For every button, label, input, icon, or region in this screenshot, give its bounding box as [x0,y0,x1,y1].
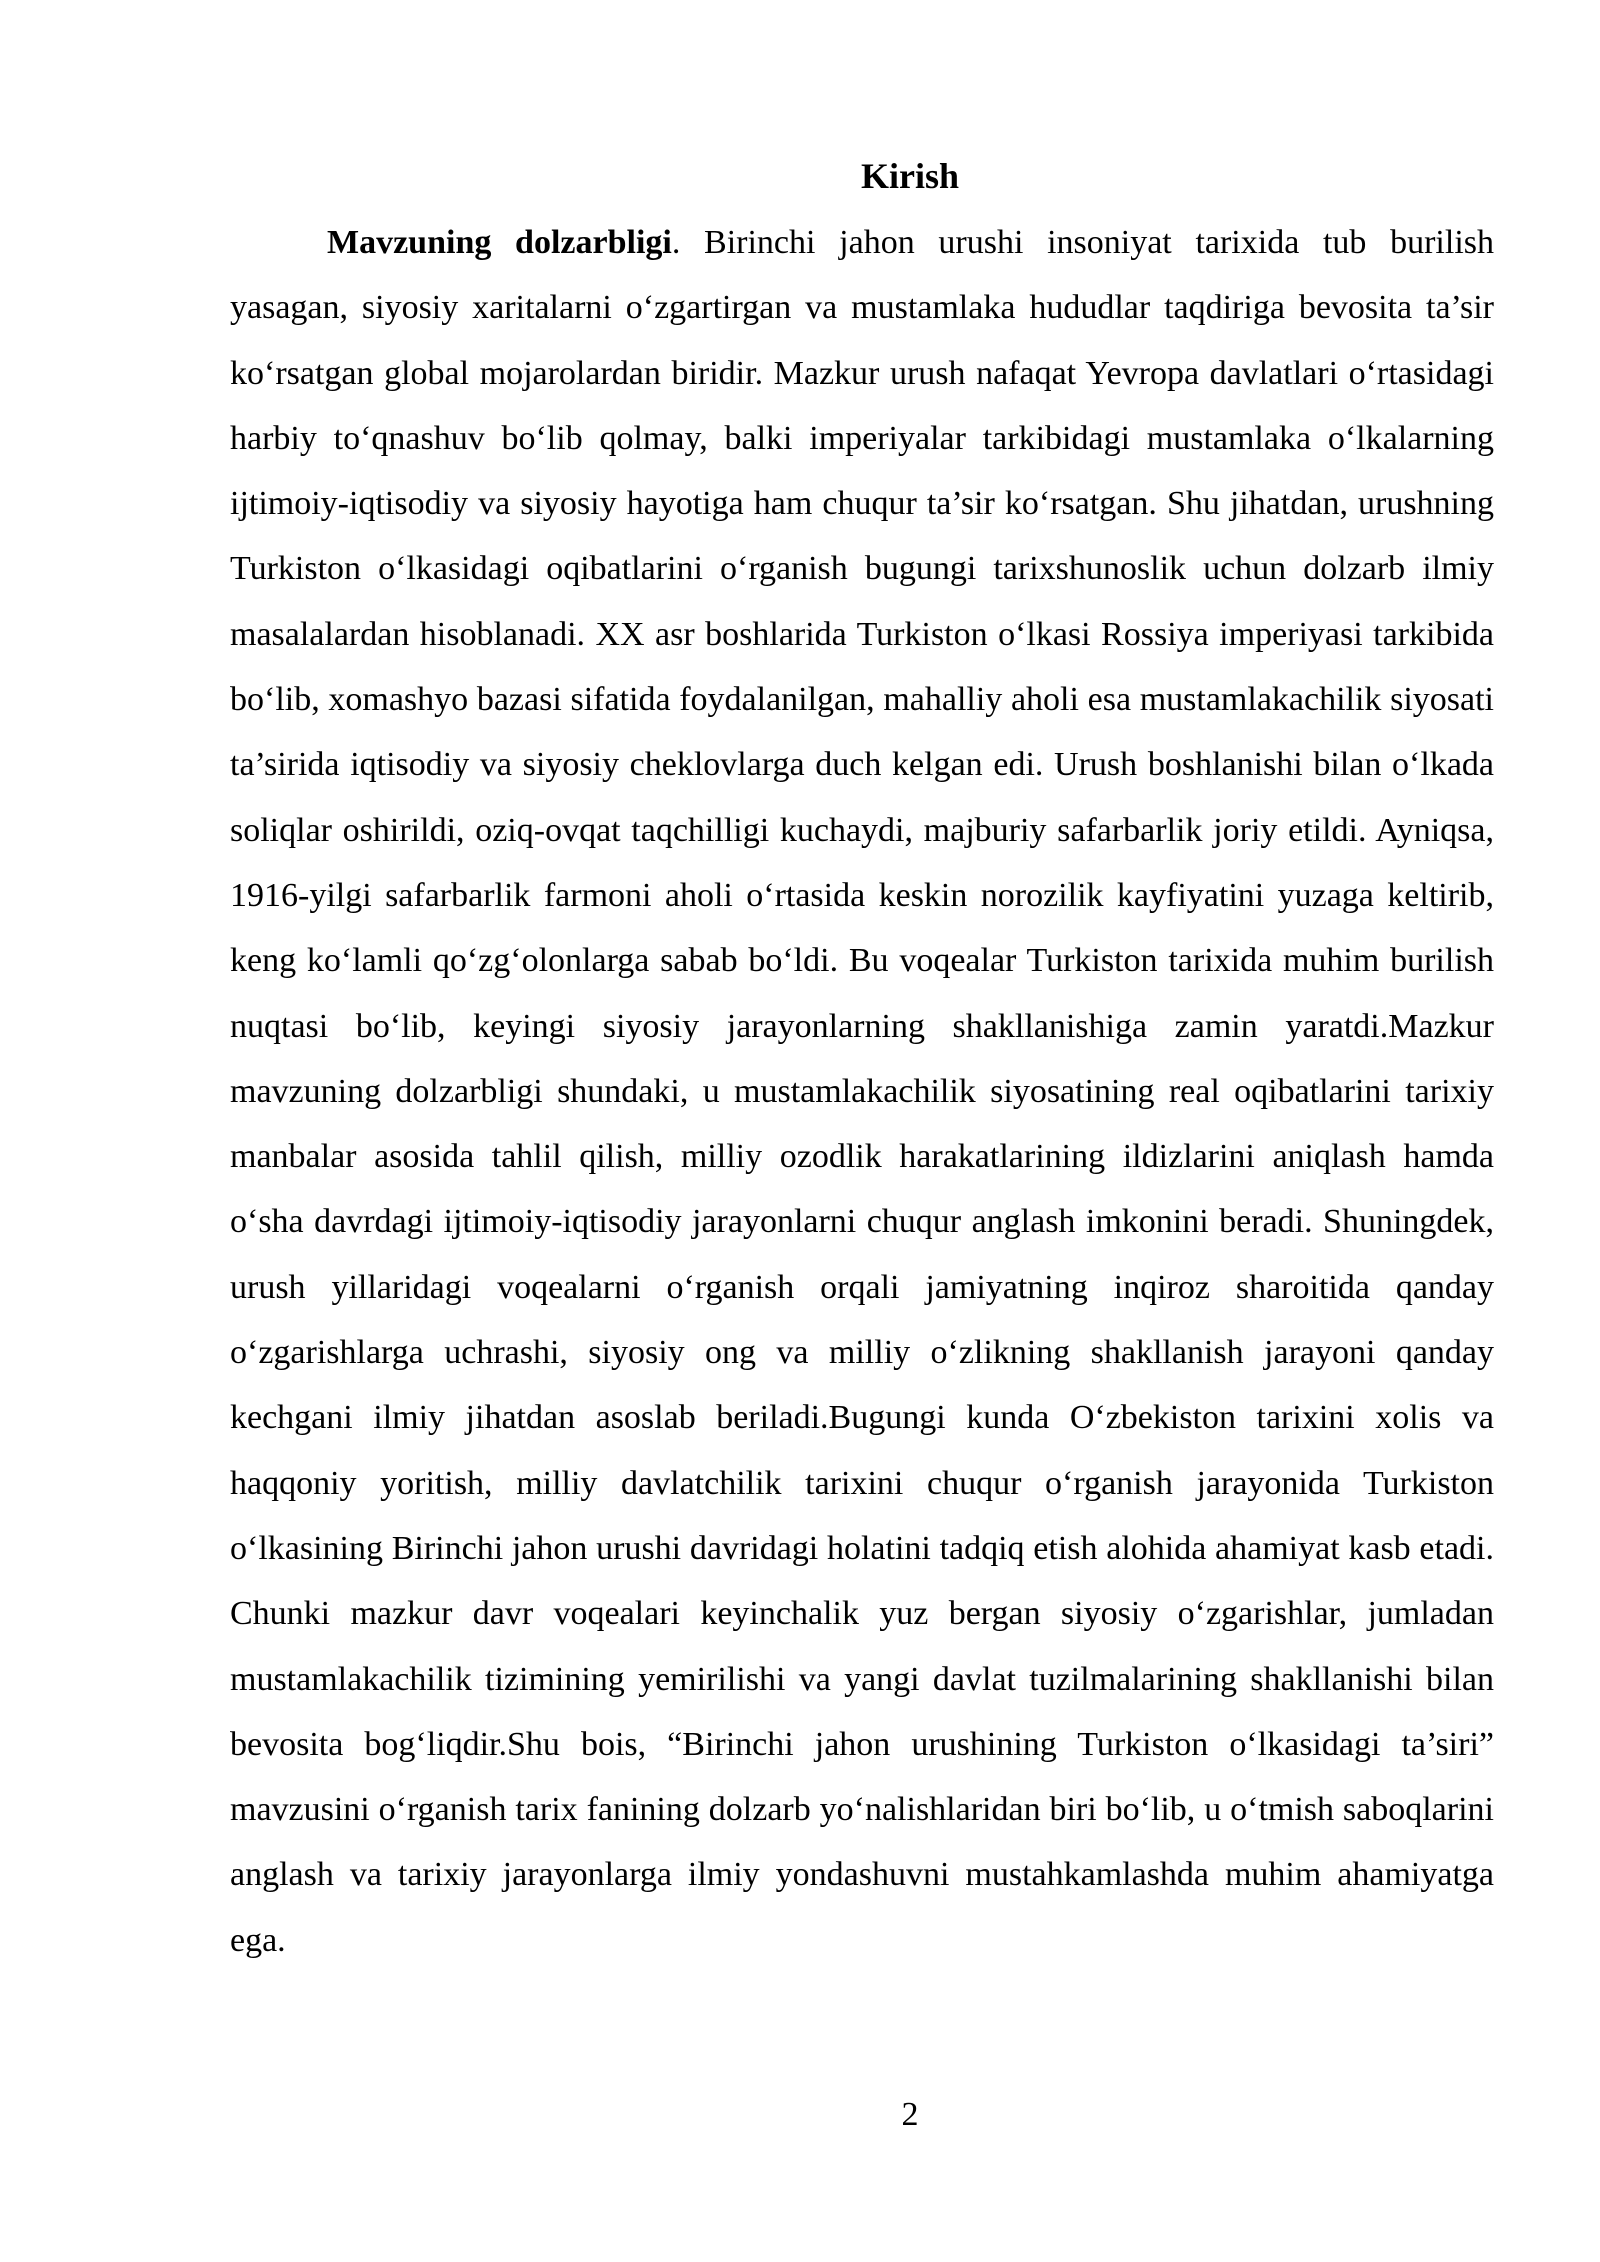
paragraph-lead: Mavzuning dolzarbligi [327,224,672,261]
page-number: 2 [901,2096,919,2133]
body-paragraph [230,210,1494,1973]
paragraph-text: . Birinchi jahon urushi insoniyat tarixida tub burilish yasagan, siyosiy xaritalarni o‘zgartirgan va mustamlaka hududlar taqdiriga bevosita ta’sir ko‘rsatgan global mojarolardan biridir. Mazkur urush nafaqat Yevropa davlatlari o‘rtasidagi harbiy to‘qnashuv bo‘lib qolmay, balki imperiyalar tarkibidagi mustamlaka o‘lkalarning ijtimoiy-iqtisodiy va siyosiy hayotiga ham chuqur ta’sir ko‘rsatgan. Shu jihatdan, urushning Turkiston o‘lkasidagi oqibatlarini o‘rganish bugungi tarixshunoslik uchun dolzarb ilmiy masalalardan hisoblanadi. XX asr boshlarida Turkiston o‘lkasi Rossiya imperiyasi tarkibida bo‘lib, xomashyo bazasi sifatida foydalanilgan, mahalliy aholi esa mustamlakachilik siyosati ta’sirida iqtisodiy va siyosiy cheklovlarga duch kelgan edi. Urush boshlanishi bilan o‘lkada soliqlar oshirildi, oziq-ovqat taqchilligi kuchaydi, majburiy safarbarlik joriy etildi. Ayniqsa, 1916-yilgi safarbarlik farmoni aholi o‘rtasida keskin norozilik kayfiyatini yuzaga keltirib, keng ko‘lamli qo‘zg‘olonlarga sabab bo‘ldi. Bu voqealar Turkiston tarixida muhim burilish nuqtasi bo‘lib, keyingi siyosiy jarayonlarning shakllanishiga zamin yaratdi.Mazkur mavzuning dolzarbligi shundaki, u mustamlakachilik siyosatining real oqibatlarini tarixiy manbalar asosida tahlil qilish, milliy ozodlik harakatlarining ildizlarini aniqlash hamda o‘sha davrdagi ijtimoiy-iqtisodiy jarayonlarni chuqur anglash imkonini beradi. Shuningdek, urush yillaridagi voqealarni o‘rganish orqali jamiyatning inqiroz sharoitida qanday o‘zgarishlarga uchrashi, siyosiy ong va milliy o‘zlikning shakllanish jarayoni qanday kechgani ilmiy jihatdan asoslab beriladi.Bugungi kunda O‘zbekiston tarixini xolis va haqqoniy yoritish, milliy davlatchilik tarixini chuqur o‘rganish jarayonida Turkiston o‘lkasining Birinchi jahon urushi davridagi holatini tadqiq etish alohida ahamiyat kasb etadi. Chunki mazkur davr voqealari keyinchalik yuz bergan siyosiy o‘zgarishlar, jumladan mustamlakachilik tizimining yemirilishi va yangi davlat tuzilmalarining shakllanishi bilan bevosita bog‘liqdir.Shu bois, “Birinchi jahon urushining Turkiston o‘lkasidagi ta’siri” mavzusini o‘rganish tarix fanining dolzarb yo‘nalishlaridan biri bo‘lib, u o‘tmish saboqlarini anglash va tarixiy jarayonlarga ilmiy yondashuvni mustahkamlashda muhim ahamiyatga ega. [230,224,1495,1959]
section-heading: Kirish [860,156,959,196]
